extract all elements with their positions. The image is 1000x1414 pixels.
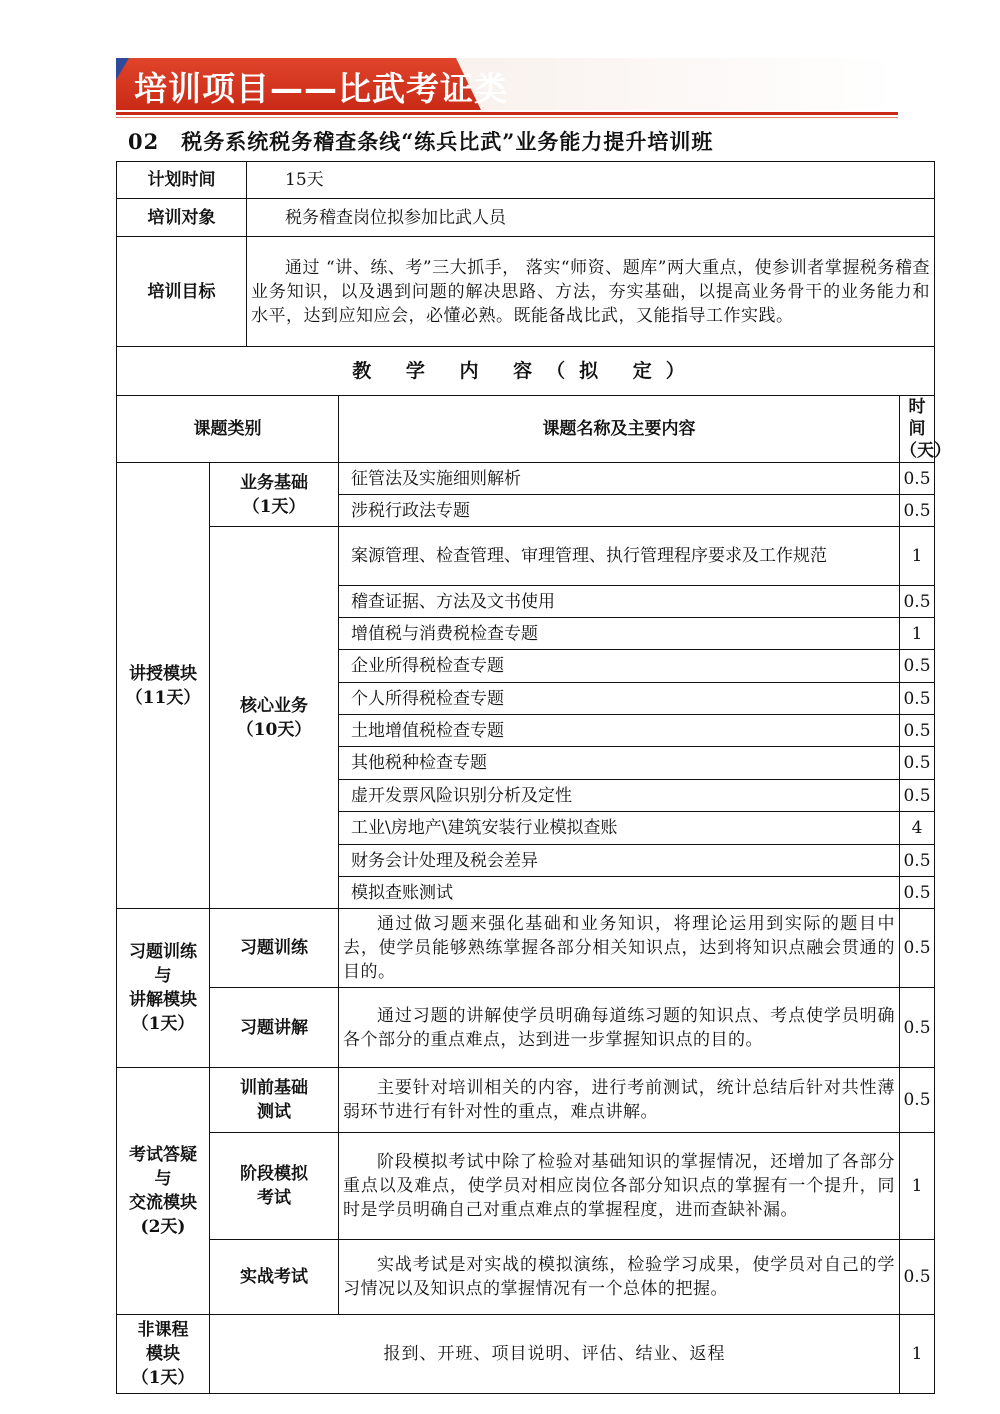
submodule-core: 核心业务 （10天） <box>210 527 339 909</box>
target-label: 培训对象 <box>117 199 247 237</box>
module-lecture: 讲授模块 （11天） <box>117 463 210 909</box>
course-days: 0.5 <box>900 988 935 1068</box>
course-topic: 工业\房地产\建筑安装行业模拟查账 <box>339 812 900 845</box>
course-days: 0.5 <box>900 463 935 495</box>
course-days: 0.5 <box>900 586 935 618</box>
course-days: 0.5 <box>900 715 935 747</box>
course-days: 0.5 <box>900 1068 935 1133</box>
submodule-name: 实战考试 <box>210 1240 339 1315</box>
course-days: 1 <box>900 1315 935 1394</box>
noncourse-content: 报到、开班、项目说明、评估、结业、返程 <box>210 1315 900 1394</box>
module-noncourse: 非课程 模块 （1天） <box>117 1315 210 1394</box>
submodule-name: 训前基础 测试 <box>210 1068 339 1133</box>
course-topic: 模拟查账测试 <box>339 877 900 909</box>
submodule-name: 习题训练 <box>210 909 339 988</box>
course-days: 0.5 <box>900 747 935 780</box>
course-topic: 其他税种检查专题 <box>339 747 900 780</box>
header-content: 课题名称及主要内容 <box>339 396 900 463</box>
module-exams: 考试答疑 与 交流模块 (2天) <box>117 1068 210 1315</box>
course-days: 0.5 <box>900 780 935 812</box>
banner-rule-thin <box>116 117 898 118</box>
course-days: 0.5 <box>900 877 935 909</box>
course-days: 0.5 <box>900 495 935 527</box>
course-title: 02 税务系统税务稽查条线“练兵比武”业务能力提升培训班 <box>128 129 714 154</box>
course-days: 0.5 <box>900 1240 935 1315</box>
course-days: 1 <box>900 527 935 586</box>
course-topic: 增值税与消费税检查专题 <box>339 618 900 650</box>
course-topic: 征管法及实施细则解析 <box>339 463 900 495</box>
goal-value: 通过 “讲、练、考”三大抓手， 落实“师资、题库”两大重点，使参训者掌握税务稽查业务知识，以及遇到问题的解决思路、方法，夯实基础，以提高业务骨干的业务能力和水平，达到应知应会，必懂必熟。既能备战比武，又能指导工作实践。 <box>247 237 935 347</box>
course-days: 0.5 <box>900 845 935 877</box>
module-exercises: 习题训练 与 讲解模块 （1天） <box>117 909 210 1068</box>
submodule-name: 阶段模拟 考试 <box>210 1133 339 1240</box>
course-topic: 虚开发票风险识别分析及定性 <box>339 780 900 812</box>
course-description: 阶段模拟考试中除了检验对基础知识的掌握情况，还增加了各部分重点以及难点，使学员对相应岗位各部分知识点的掌握有一个提升，同时是学员明确自己对重点难点的掌握程度，进而查缺补漏。 <box>339 1133 900 1240</box>
header-time: 时 间 （天） <box>900 397 951 461</box>
course-topic: 企业所得税检查专题 <box>339 650 900 683</box>
course-description: 主要针对培训相关的内容，进行考前测试，统计总结后针对共性薄弱环节进行有针对性的重点，难点讲解。 <box>339 1068 900 1133</box>
course-days: 0.5 <box>900 650 935 683</box>
banner-rule <box>116 112 898 115</box>
course-table <box>116 161 951 1394</box>
course-days: 0.5 <box>900 909 935 988</box>
target-value: 税务稽查岗位拟参加比武人员 <box>247 199 935 237</box>
course-topic: 财务会计处理及税会差异 <box>339 845 900 877</box>
course-topic: 稽查证据、方法及文书使用 <box>339 586 900 618</box>
section-title: 教 学 内 容（拟 定） <box>117 347 935 396</box>
course-description: 实战考试是对实战的模拟演练，检验学习成果，使学员对自己的学习情况以及知识点的掌握情况有一个总体的把握。 <box>339 1240 900 1315</box>
submodule-name: 习题讲解 <box>210 988 339 1068</box>
course-days: 0.5 <box>900 683 935 715</box>
course-topic: 个人所得税检查专题 <box>339 683 900 715</box>
course-description: 通过习题的讲解使学员明确每道练习题的知识点、考点使学员明确各个部分的重点难点，达到进一步掌握知识点的目的。 <box>339 988 900 1068</box>
course-days: 4 <box>900 812 935 845</box>
course-topic: 土地增值税检查专题 <box>339 715 900 747</box>
plan-time-value: 15天 <box>247 162 935 199</box>
goal-label: 培训目标 <box>117 237 247 347</box>
banner-title: 培训项目——比武考证类 <box>134 69 508 108</box>
course-description: 通过做习题来强化基础和业务知识，将理论运用到实际的题目中去，使学员能够熟练掌握各部分相关知识点，达到将知识点融会贯通的目的。 <box>339 909 900 988</box>
submodule-basics: 业务基础 （1天） <box>210 463 339 527</box>
course-days: 1 <box>900 618 935 650</box>
section-banner <box>116 58 898 110</box>
course-topic: 涉税行政法专题 <box>339 495 900 527</box>
header-category: 课题类别 <box>117 396 339 463</box>
plan-time-label: 计划时间 <box>117 162 247 199</box>
course-topic: 案源管理、检查管理、审理管理、执行管理程序要求及工作规范 <box>339 527 900 586</box>
course-days: 1 <box>900 1133 935 1240</box>
